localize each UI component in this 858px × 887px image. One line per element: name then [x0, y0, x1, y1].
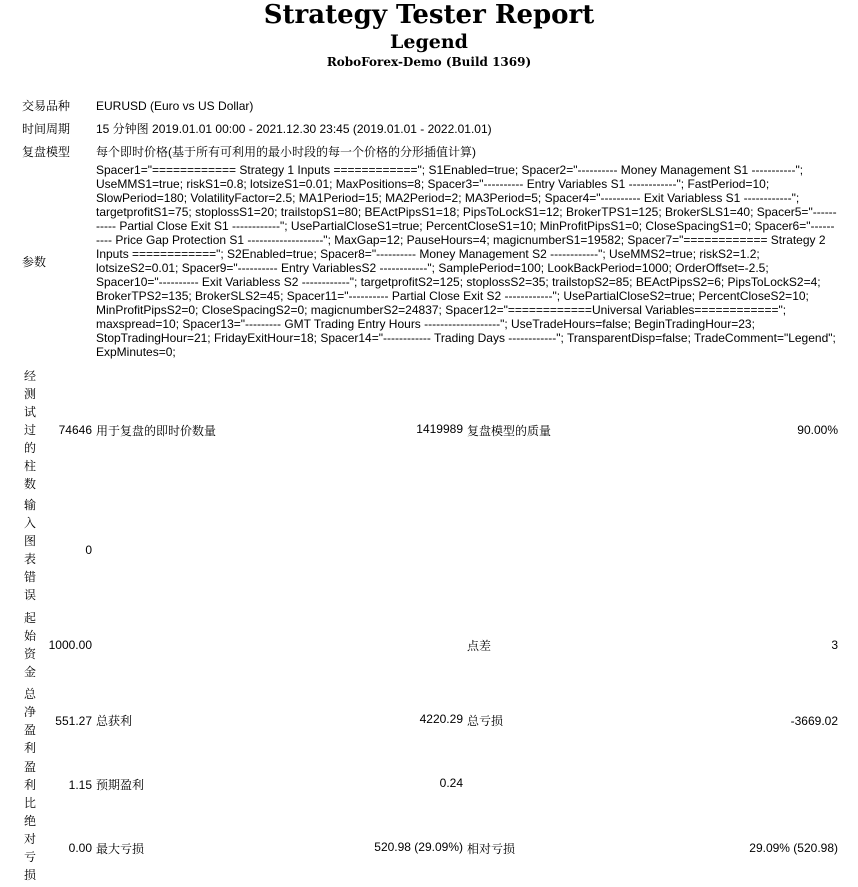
expected-label: 预期盈利 — [96, 778, 145, 792]
spread-value: 3 — [831, 638, 838, 652]
pf-value: 1.15 — [68, 777, 92, 792]
gross-profit-cell — [94, 684, 465, 757]
pf-label: 盈 利 比 — [23, 759, 36, 810]
period-label: 时间周期 — [22, 122, 71, 136]
report-table — [20, 94, 840, 884]
bars-row — [20, 367, 840, 493]
net-value: 551.27 — [55, 713, 92, 728]
max-dd-label: 最大亏损 — [96, 841, 145, 856]
errors-row — [20, 493, 840, 606]
rel-dd-value: 29.09% (520.98) — [749, 841, 838, 855]
pf-row — [20, 757, 840, 812]
abs-dd-label: 绝 对 亏 损 — [23, 814, 36, 882]
report-header — [0, 0, 858, 70]
gross-loss-label: 总亏损 — [467, 714, 504, 728]
rel-dd-label: 相对亏损 — [467, 841, 516, 856]
expected-value: 0.24 — [439, 776, 463, 790]
net-row — [20, 684, 840, 757]
net-cell — [20, 684, 94, 757]
drawdown-row — [20, 812, 840, 884]
max-dd-value: 520.98 (29.09%) — [374, 839, 463, 854]
ticks-value: 1419989 — [416, 421, 463, 436]
bars-label: 经 测 试 过 的 柱 数 — [23, 369, 36, 491]
deposit-label: 起 始 资 金 — [23, 611, 36, 679]
symbol-row — [20, 94, 840, 117]
symbol-value: EURUSD (Euro vs US Dollar) — [96, 98, 254, 113]
model-value: 每个即时价格(基于所有可利用的最小时段的每一个价格的分形插值计算) — [96, 145, 476, 159]
spread-label: 点差 — [467, 638, 492, 653]
max-dd-cell — [94, 812, 465, 884]
period-value: 15 分钟图 2019.01.01 00:00 - 2021.12.30 23:45 (2019.01.01 - 2022.01.01) — [96, 122, 492, 136]
ticks-label: 用于复盘的即时价数量 — [96, 423, 217, 438]
gross-loss-value: -3669.02 — [790, 713, 838, 728]
server-build: RoboForex-Demo (Build 1369) — [326, 55, 532, 69]
params-label: 参数 — [22, 254, 47, 269]
bars-value: 74646 — [58, 423, 92, 437]
bars-cell — [20, 367, 94, 493]
quality-label: 复盘模型的质量 — [467, 423, 552, 438]
errors-label: 输 入 图 表 错 误 — [23, 497, 36, 602]
model-row — [20, 140, 840, 163]
expert-name: Legend — [390, 31, 468, 53]
period-row — [20, 117, 840, 140]
deposit-row — [20, 606, 840, 684]
symbol-label: 交易品种 — [22, 99, 71, 113]
abs-dd-value: 0.00 — [68, 841, 92, 855]
model-label: 复盘模型 — [22, 145, 71, 159]
ticks-cell — [94, 367, 465, 493]
gross-profit-value: 4220.29 — [419, 712, 463, 726]
deposit-value: 1000.00 — [48, 638, 92, 652]
errors-cell — [20, 493, 94, 606]
gross-profit-label: 总获利 — [96, 714, 133, 728]
pf-cell — [20, 757, 94, 812]
report-title: Strategy Tester Report — [263, 0, 595, 30]
expected-cell — [94, 757, 465, 812]
deposit-cell — [20, 606, 94, 684]
errors-value: 0 — [85, 542, 92, 557]
params-value: Spacer1="============ Strategy 1 Inputs ============"; S1Enabled=true; Spacer2="---------- Money Management S1 -----------"; UseMMS1=true; riskS1=0.8; lotsizeS1=0.01; MaxPositions=8; Spacer3="---------- Entry Variables S1 ------------"; FastPeriod=10; SlowPeriod=180; VolatilityFactor=2.5; MA1Period=15; MA2Period=2; MA3Period=5; Spacer4="---------- Exit Variabless S1 ------------"; targetprofitS1=75; stoplossS1=20; trailstopS1=80; BEActPipsS1=18; PipsToLockS1=12; BrokerTPS1=125; BrokerSLS1=40; Spacer5="----------- Partial Close Exit S1 ------------"; UsePartialCloseS1=true; PercentCloseS1=10; MinProfitPipsS1=0; CloseSpacingS1=0; Spacer6="---------- Price Gap Protection S1 -------------------"; MaxGap=12; PauseHours=4; magicnumberS1=19582; Spacer7="============ Strategy 2 Inputs ============"; S2Enabled=true; Spacer8="---------- Money Management S2 ------------"; UseMMS2=true; riskS2=1.2; lotsizeS2=0.01; Spacer9="---------- Entry VariablesS2 ------------"; SamplePeriod=100; LookBackPeriod=1000; OrderOffset=-2.5; Spacer10="---------- Exit Variabless S2 ------------"; targetprofitS2=125; stoplossS2=35; trailstopS2=85; BEActPipsS2=6; PipsToLockS2=4; BrokerTPS2=135; BrokerSLS2=45; Spacer11="---------- Partial Close Exit S2 ------------"; UsePartialCloseS2=true; PercentCloseS2=10; MinProfitPipsS2=0; CloseSpacingS2=0; magicnumberS2=24837; Spacer12="============Universal Variables============"; maxspread=10; Spacer13="--------- GMT Trading Entry Hours -------------------"; UseTradeHours=false; BeginTradingHour=23; StopTradingHour=21; FridayExitHour=18; Spacer14="------------ Trading Days ------------"; TransparentDisp=false; TradeComment="Legend"; ExpMinutes=0; — [96, 163, 837, 359]
net-label: 总 净 盈 利 — [23, 686, 36, 755]
abs-dd-cell — [20, 812, 94, 884]
params-row — [20, 163, 840, 359]
quality-value: 90.00% — [797, 423, 838, 437]
